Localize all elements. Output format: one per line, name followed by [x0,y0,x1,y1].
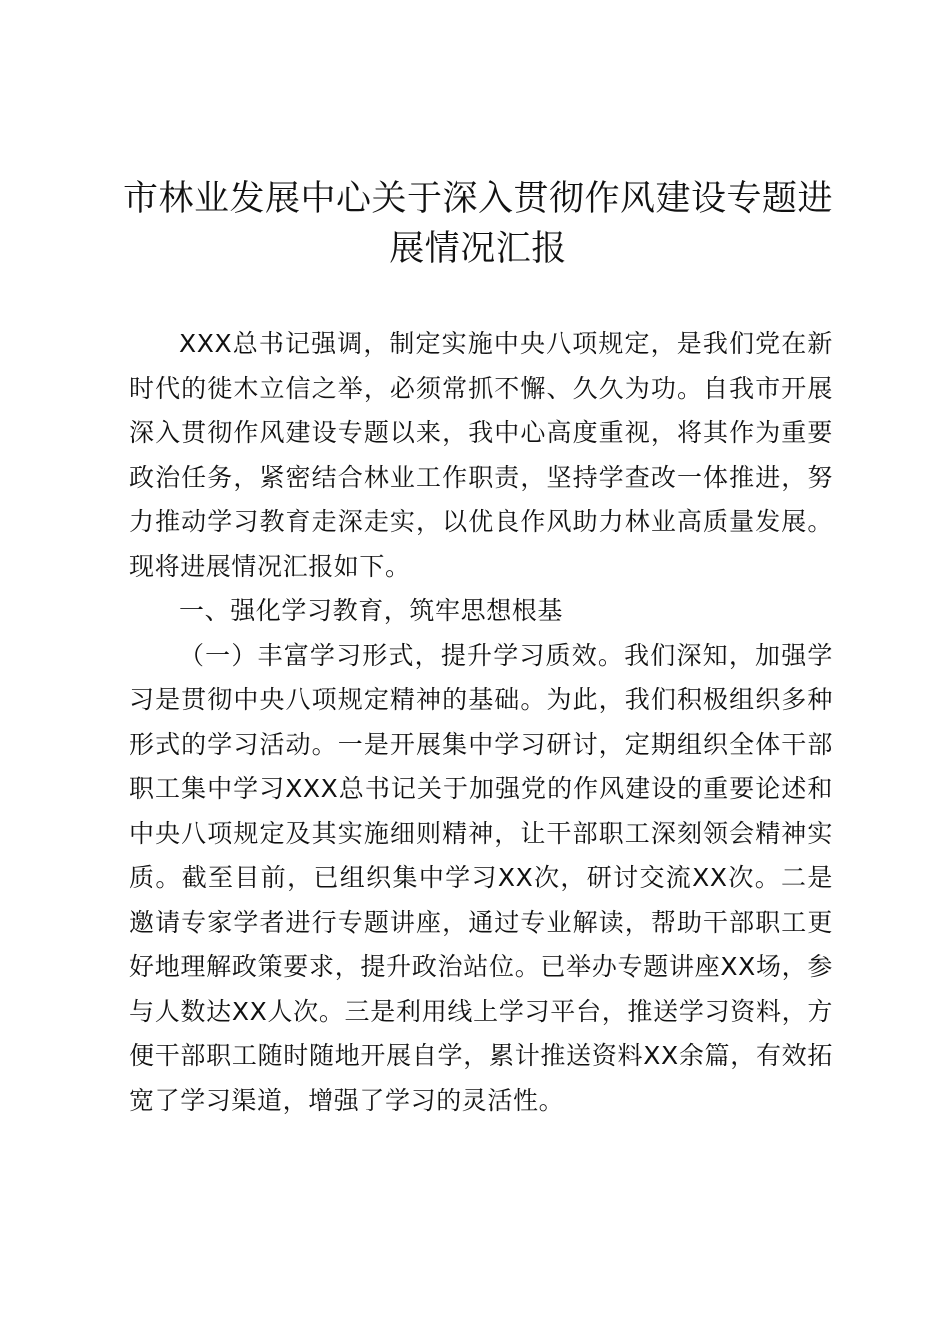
intro-paragraph: XXX总书记强调，制定实施中央八项规定，是我们党在新时代的徙木立信之举，必须常抓不懈、久久为功。自我市开展深入贯彻作风建设专题以来，我中心高度重视，将其作为重要政治任务，紧密结合林业工作职责，坚持学查改一体推进，努力推动学习教育走深走实，以优良作风助力林业高质量发展。现将进展情况汇报如下。 [129,329,833,581]
section-paragraph: （一）丰富学习形式，提升学习质效。我们深知，加强学习是贯彻中央八项规定精神的基础。为此，我们积极组织多种形式的学习活动。一是开展集中学习研讨，定期组织全体干部职工集中学习XXX总书记关于加强党的作风建设的重要论述和中央八项规定及其实施细则精神，让干部职工深刻领会精神实质。截至目前，已组织集中学习XX次，研讨交流XX次。二是邀请专家学者进行专题讲座，通过专业解读，帮助干部职工更好地理解政策要求，提升政治站位。已举办专题讲座XX场，参与人数达XX人次。三是利用线上学习平台，推送学习资料，方便干部职工随时随地开展自学，累计推送资料XX余篇，有效拓宽了学习渠道，增强了学习的灵活性。 [129,640,833,1115]
document-body [129,322,833,1123]
section-heading: 一、强化学习教育，筑牢思想根基 [179,596,564,625]
document-title: 市林业发展中心关于深入贯彻作风建设专题进展情况汇报 [122,179,833,269]
